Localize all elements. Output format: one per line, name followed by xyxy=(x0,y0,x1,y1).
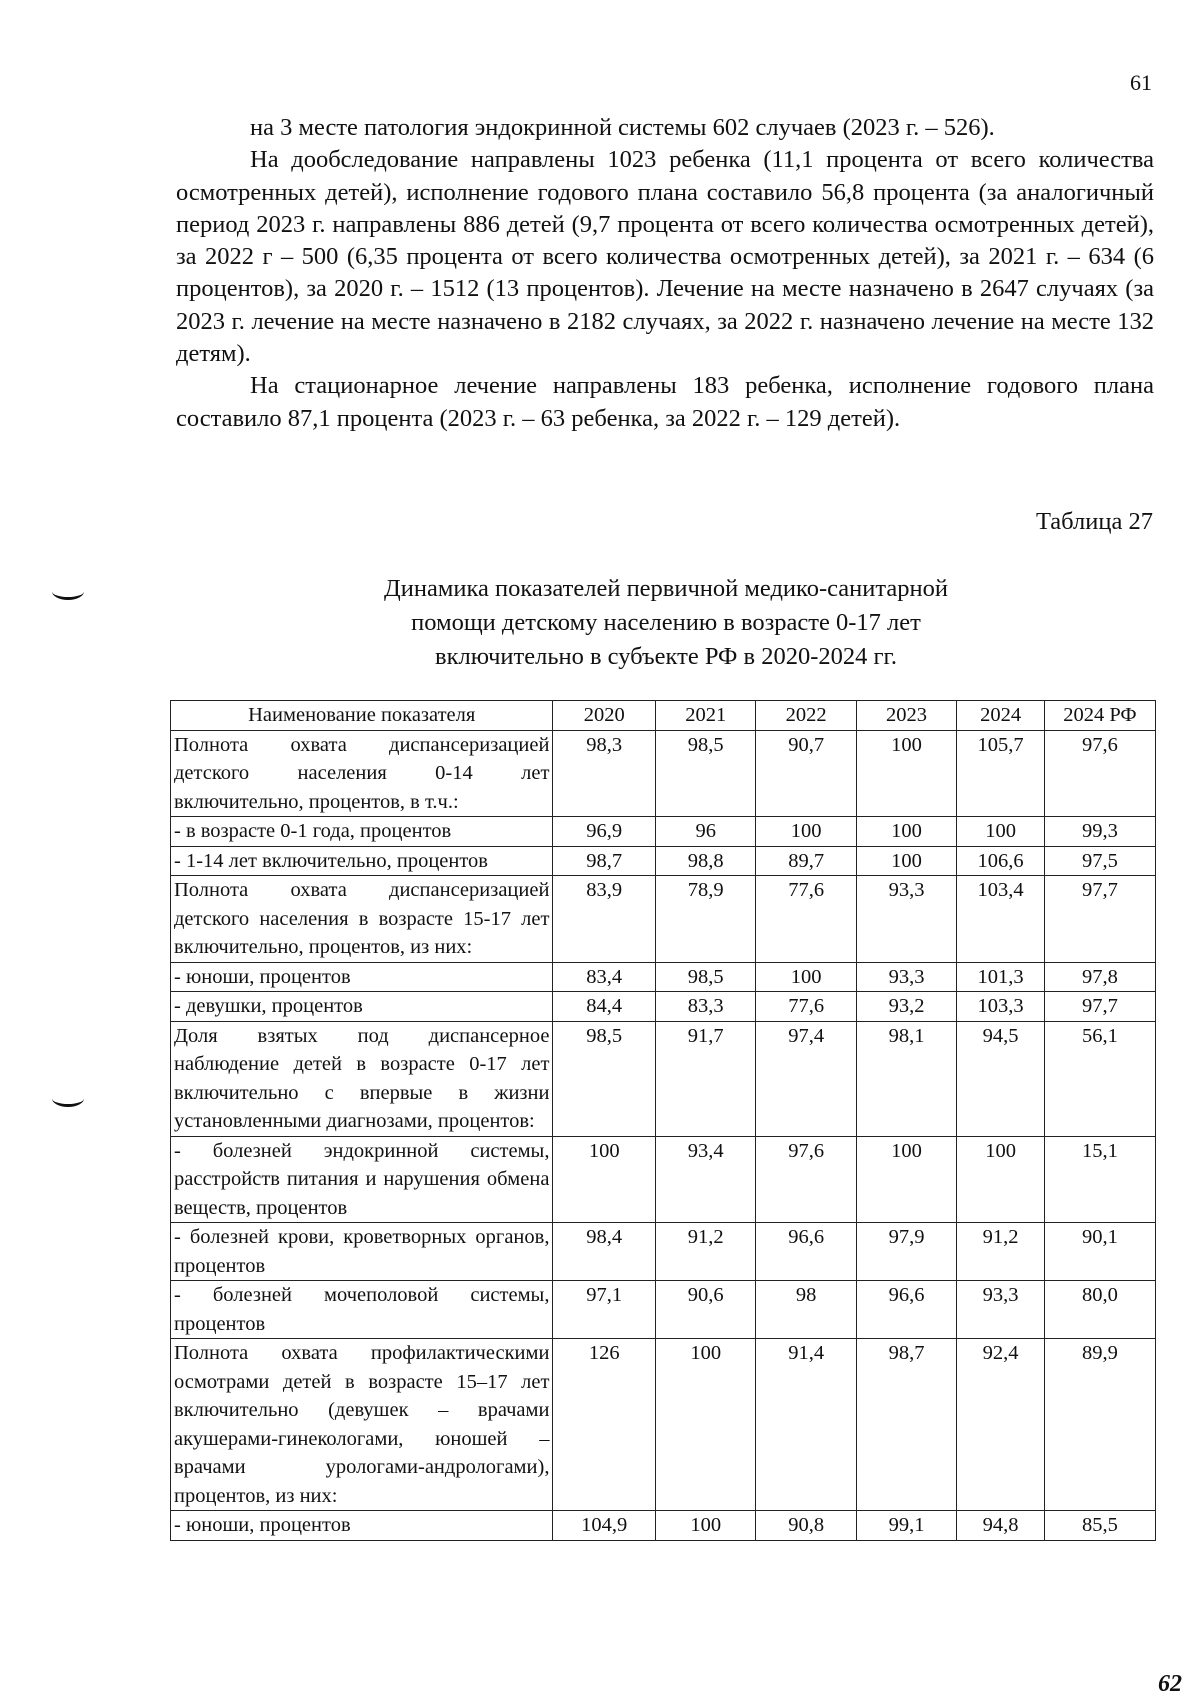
column-header: 2024 xyxy=(957,701,1045,731)
paragraph: На дообследование направлены 1023 ребенка (11,1 процента от всего количества осмотренных детей), исполнение годового плана составило 56,8 процента (за аналогичный период 2023 г. направлены 886 детей (9,7 процента от всего количества осмотренных детей), за 2022 г – 500 (6,35 процента от всего количества осмотренных детей), за 2021 г. – 634 (6 процентов), за 2020 г. – 1512 (13 процентов). Лечение на месте назначено в 2647 случаях (за 2023 г. лечение на месте назначено в 2182 случаях, за 2022 г. назначено лечение на месте 132 детям). xyxy=(176,146,1154,368)
value-cell: 98,5 xyxy=(553,1021,656,1136)
value-cell: 96,6 xyxy=(756,1223,856,1281)
value-cell: 90,8 xyxy=(756,1511,856,1541)
value-cell: 98,5 xyxy=(656,962,756,992)
value-cell: 93,2 xyxy=(856,992,956,1022)
value-cell: 92,4 xyxy=(957,1339,1045,1511)
value-cell: 97,9 xyxy=(856,1223,956,1281)
table-row xyxy=(171,1281,1156,1339)
indicator-name-cell: Полнота охвата диспансеризацией детского населения 0-14 лет включительно, процентов, в т.ч.: xyxy=(171,730,553,817)
table-title xyxy=(172,572,1160,674)
value-cell: 100 xyxy=(756,817,856,847)
table-row xyxy=(171,1136,1156,1223)
indicator-name-cell: - юноши, процентов xyxy=(171,1511,553,1541)
value-cell: 100 xyxy=(856,846,956,876)
value-cell: 90,6 xyxy=(656,1281,756,1339)
body-text xyxy=(176,112,1154,435)
value-cell: 94,5 xyxy=(957,1021,1045,1136)
column-header: 2021 xyxy=(656,701,756,731)
value-cell: 80,0 xyxy=(1044,1281,1155,1339)
value-cell: 93,3 xyxy=(957,1281,1045,1339)
value-cell: 98 xyxy=(756,1281,856,1339)
value-cell: 78,9 xyxy=(656,876,756,963)
value-cell: 100 xyxy=(656,1511,756,1541)
value-cell: 96,6 xyxy=(856,1281,956,1339)
column-header: Наименование показателя xyxy=(171,701,553,731)
column-header: 2024 РФ xyxy=(1044,701,1155,731)
value-cell: 100 xyxy=(553,1136,656,1223)
value-cell: 100 xyxy=(856,817,956,847)
value-cell: 97,6 xyxy=(756,1136,856,1223)
value-cell: 93,3 xyxy=(856,962,956,992)
indicator-name-cell: - девушки, процентов xyxy=(171,992,553,1022)
value-cell: 100 xyxy=(856,1136,956,1223)
indicator-name-cell: - болезней мочеполовой системы, процентов xyxy=(171,1281,553,1339)
value-cell: 101,3 xyxy=(957,962,1045,992)
paragraph: на 3 месте патология эндокринной системы 602 случаев (2023 г. – 526). xyxy=(250,114,995,141)
value-cell: 104,9 xyxy=(553,1511,656,1541)
value-cell: 99,1 xyxy=(856,1511,956,1541)
value-cell: 97,5 xyxy=(1044,846,1155,876)
value-cell: 98,7 xyxy=(856,1339,956,1511)
value-cell: 91,7 xyxy=(656,1021,756,1136)
handwritten-page-mark: 62 xyxy=(1158,1671,1182,1697)
value-cell: 100 xyxy=(957,1136,1045,1223)
page-number: 61 xyxy=(1130,70,1152,95)
indicator-name-cell: Доля взятых под диспансерное наблюдение детей в возрасте 0-17 лет включительно с впервые в жизни установленными диагнозами, процентов: xyxy=(171,1021,553,1136)
column-header: 2022 xyxy=(756,701,856,731)
value-cell: 89,7 xyxy=(756,846,856,876)
value-cell: 91,4 xyxy=(756,1339,856,1511)
indicator-name-cell: - юноши, процентов xyxy=(171,962,553,992)
indicators-table xyxy=(170,700,1156,1541)
column-header: 2020 xyxy=(553,701,656,731)
value-cell: 97,8 xyxy=(1044,962,1155,992)
value-cell: 15,1 xyxy=(1044,1136,1155,1223)
value-cell: 99,3 xyxy=(1044,817,1155,847)
value-cell: 98,3 xyxy=(553,730,656,817)
value-cell: 89,9 xyxy=(1044,1339,1155,1511)
value-cell: 98,7 xyxy=(553,846,656,876)
value-cell: 91,2 xyxy=(957,1223,1045,1281)
value-cell: 83,9 xyxy=(553,876,656,963)
indicator-name-cell: - болезней крови, кроветворных органов, процентов xyxy=(171,1223,553,1281)
value-cell: 85,5 xyxy=(1044,1511,1155,1541)
value-cell: 91,2 xyxy=(656,1223,756,1281)
value-cell: 93,3 xyxy=(856,876,956,963)
value-cell: 98,4 xyxy=(553,1223,656,1281)
value-cell: 77,6 xyxy=(756,992,856,1022)
table-row xyxy=(171,1223,1156,1281)
indicator-name-cell: Полнота охвата профилактическими осмотрами детей в возрасте 15–17 лет включительно (девушек – врачами акушерами-гинекологами, юношей – врачами урологами-андрологами), процентов, из них: xyxy=(171,1339,553,1511)
indicator-name-cell: - в возрасте 0-1 года, процентов xyxy=(171,817,553,847)
value-cell: 93,4 xyxy=(656,1136,756,1223)
value-cell: 103,3 xyxy=(957,992,1045,1022)
value-cell: 97,4 xyxy=(756,1021,856,1136)
table-row xyxy=(171,1511,1156,1541)
value-cell: 97,6 xyxy=(1044,730,1155,817)
value-cell: 103,4 xyxy=(957,876,1045,963)
value-cell: 90,1 xyxy=(1044,1223,1155,1281)
value-cell: 100 xyxy=(656,1339,756,1511)
table-header-row xyxy=(171,701,1156,731)
table-title-line: Динамика показателей первичной медико-санитарной xyxy=(384,575,948,602)
value-cell: 77,6 xyxy=(756,876,856,963)
value-cell: 96 xyxy=(656,817,756,847)
table-title-line: включительно в субъекте РФ в 2020-2024 гг. xyxy=(435,643,897,670)
indicator-name-cell: Полнота охвата диспансеризацией детского населения в возрасте 15-17 лет включительно, процентов, из них: xyxy=(171,876,553,963)
value-cell: 97,1 xyxy=(553,1281,656,1339)
indicator-name-cell: - болезней эндокринной системы, расстройств питания и нарушения обмена веществ, процентов xyxy=(171,1136,553,1223)
table-row xyxy=(171,992,1156,1022)
table-row xyxy=(171,817,1156,847)
value-cell: 83,3 xyxy=(656,992,756,1022)
value-cell: 100 xyxy=(756,962,856,992)
value-cell: 106,6 xyxy=(957,846,1045,876)
table-row xyxy=(171,1339,1156,1511)
column-header: 2023 xyxy=(856,701,956,731)
value-cell: 94,8 xyxy=(957,1511,1045,1541)
value-cell: 97,7 xyxy=(1044,992,1155,1022)
value-cell: 97,7 xyxy=(1044,876,1155,963)
value-cell: 98,5 xyxy=(656,730,756,817)
value-cell: 98,8 xyxy=(656,846,756,876)
value-cell: 90,7 xyxy=(756,730,856,817)
value-cell: 100 xyxy=(957,817,1045,847)
value-cell: 96,9 xyxy=(553,817,656,847)
table-row xyxy=(171,730,1156,817)
value-cell: 100 xyxy=(856,730,956,817)
value-cell: 98,1 xyxy=(856,1021,956,1136)
table-row xyxy=(171,962,1156,992)
value-cell: 83,4 xyxy=(553,962,656,992)
table-title-line: помощи детскому населению в возрасте 0-17 лет xyxy=(411,609,921,636)
table-body xyxy=(171,730,1156,1540)
table-row xyxy=(171,1021,1156,1136)
value-cell: 126 xyxy=(553,1339,656,1511)
value-cell: 84,4 xyxy=(553,992,656,1022)
value-cell: 56,1 xyxy=(1044,1021,1155,1136)
indicator-name-cell: - 1-14 лет включительно, процентов xyxy=(171,846,553,876)
paragraph: На стационарное лечение направлены 183 ребенка, исполнение годового плана составило 87,1 процента (2023 г. – 63 ребенка, за 2022 г. – 129 детей). xyxy=(176,372,1154,432)
value-cell: 105,7 xyxy=(957,730,1045,817)
binder-hole-mark xyxy=(52,1090,84,1107)
table-caption: Таблица 27 xyxy=(1035,508,1153,535)
table-row xyxy=(171,846,1156,876)
binder-hole-mark xyxy=(52,583,84,600)
table-row xyxy=(171,876,1156,963)
